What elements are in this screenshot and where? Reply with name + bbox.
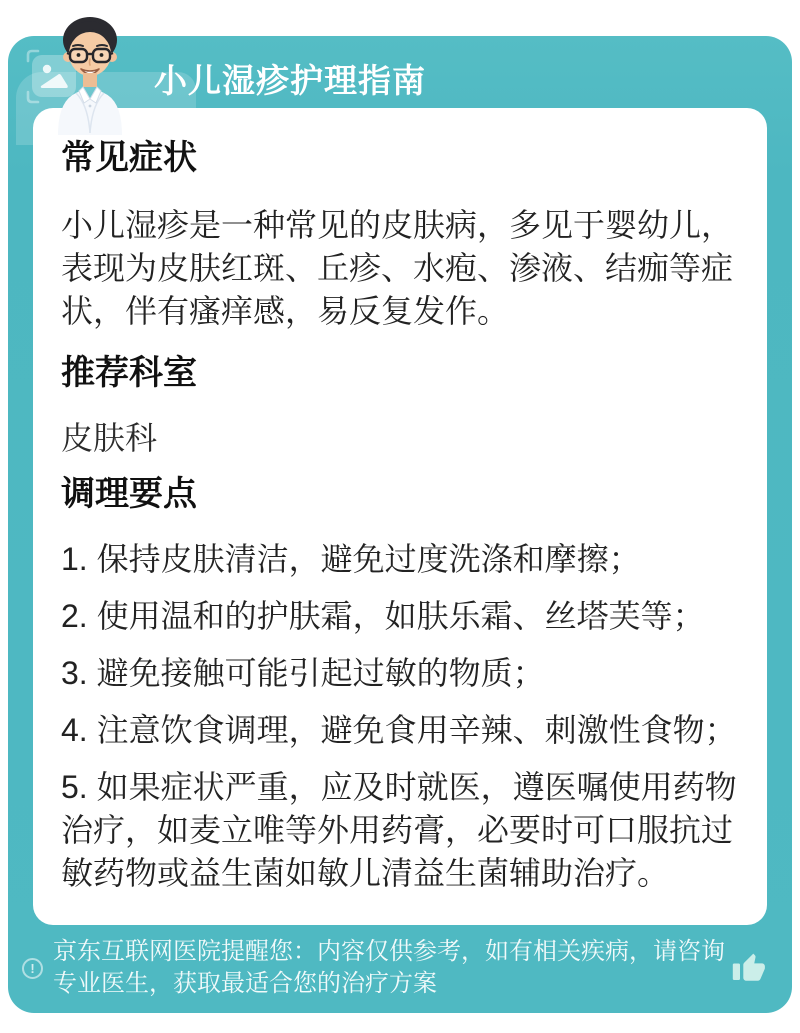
department-value: 皮肤科 (61, 420, 158, 456)
page-title: 小儿湿疹护理指南 (154, 62, 426, 99)
tip-item: 2. 使用温和的护肤霜，如肤乐霜、丝塔芙等； (61, 598, 705, 634)
section-heading-department: 推荐科室 (61, 354, 197, 392)
tips-list (61, 538, 739, 895)
tip-item: 3. 避免接触可能引起过敏的物质； (61, 655, 545, 691)
doctor-avatar (40, 13, 140, 135)
guide-card-background (8, 36, 792, 1013)
disclaimer-bar (22, 936, 784, 1000)
tip-item: 4. 注意饮食调理，避免食用辛辣、刺激性食物； (61, 712, 737, 748)
disclaimer-text: 京东互联网医院提醒您：内容仅供参考，如有相关疾病，请咨询专业医生，获取最适合您的治疗方案 (53, 938, 725, 997)
tip-item: 1. 保持皮肤清洁，避免过度洗涤和摩擦； (61, 541, 641, 577)
info-circle-icon: ! (22, 958, 43, 979)
section-heading-tips: 调理要点 (61, 475, 197, 513)
thumbs-up-icon[interactable] (731, 950, 767, 986)
section-heading-symptoms: 常见症状 (61, 139, 197, 177)
tip-item: 5. 如果症状严重，应及时就医，遵医嘱使用药物治疗，如麦立唯等外用药膏，必要时可口服抗过敏药物或益生菌如敏儿清益生菌辅助治疗。 (61, 769, 737, 891)
content-card (33, 108, 767, 925)
symptoms-paragraph: 小儿湿疹是一种常见的皮肤病，多见于婴幼儿，表现为皮肤红斑、丘疹、水疱、渗液、结痂等症状，伴有瘙痒感，易反复发作。 (61, 207, 734, 329)
